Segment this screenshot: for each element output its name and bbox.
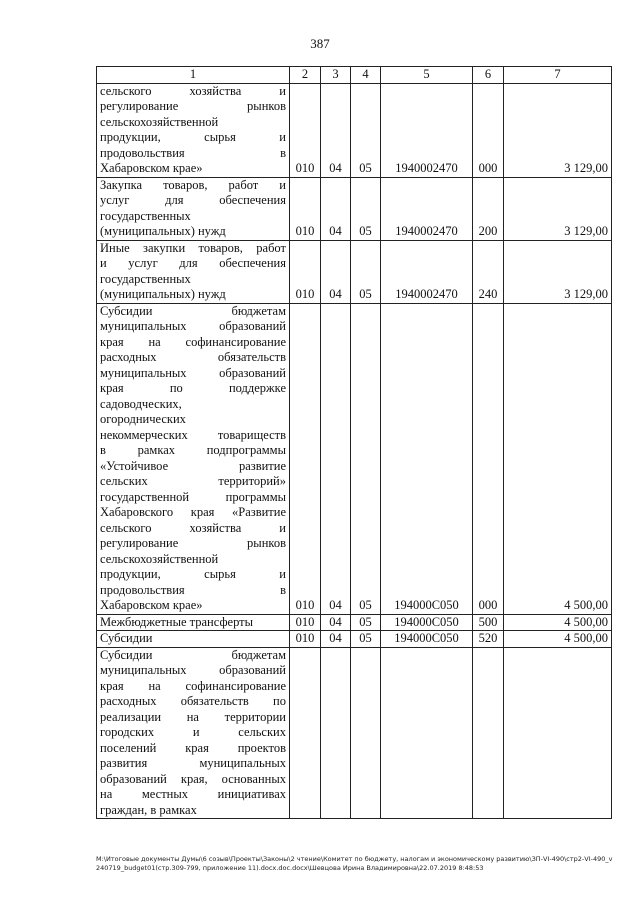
row-name-line: Межбюджетные трансферты [100, 614, 254, 629]
ministry-code-cell: 010 [290, 177, 321, 240]
expense-type-cell: 500 [473, 614, 504, 631]
row-name-line: регулирование рынков [100, 536, 286, 550]
table-body [97, 67, 612, 819]
ministry-code-cell: 010 [290, 240, 321, 303]
column-header: 4 [351, 67, 381, 84]
row-name-line: края по поддержке [100, 381, 286, 395]
subsection-code-cell [351, 647, 381, 819]
row-name-line: Субсидии [100, 631, 153, 645]
row-name-line: Закупка товаров, работ и [100, 177, 286, 192]
file-path-footer: M:\Итоговые документы Думы\6 созыв\Проекты\Законы\2 чтение\Комитет по бюджету, налогам и экономическому развитию\ЗП-VI-490\стр2-VI-490_v240719_budget01(стр.309-799, приложение 11).docx.doc.docx\Шевцова Ирина Владимировна\22.07.2019 8:48:53 [96, 855, 613, 872]
row-name-line: сельского хозяйства и [100, 83, 286, 98]
table-row [97, 614, 612, 631]
ministry-code-cell: 010 [290, 614, 321, 631]
amount-cell: 3 129,00 [504, 177, 612, 240]
row-name-line: продовольствия в [100, 145, 286, 160]
expense-type-cell: 520 [473, 631, 504, 648]
row-name-line: государственных [100, 271, 191, 286]
target-article-cell: 1940002470 [381, 83, 473, 177]
target-article-cell: 194000С050 [381, 631, 473, 648]
subsection-code-cell: 05 [351, 240, 381, 303]
row-name-line: Хабаровском крае» [100, 161, 203, 175]
row-name-line: городских и сельских [100, 725, 286, 739]
subsection-code-cell: 05 [351, 303, 381, 614]
ministry-code-cell: 010 [290, 631, 321, 648]
row-name-line: края на софинансирование [100, 334, 286, 349]
section-code-cell: 04 [321, 240, 351, 303]
target-article-cell: 194000С050 [381, 614, 473, 631]
row-name-line: садоводческих, [100, 396, 182, 411]
row-name-cell [97, 303, 290, 614]
row-name-line: и услуг для обеспечения [100, 256, 286, 270]
column-header: 7 [504, 67, 612, 84]
row-name-line: (муниципальных) нужд [100, 224, 226, 238]
row-name-cell [97, 240, 290, 303]
amount-cell: 4 500,00 [504, 303, 612, 614]
column-header: 1 [97, 67, 290, 84]
subsection-code-cell: 05 [351, 614, 381, 631]
row-name-cell [97, 177, 290, 240]
row-name-line: некоммерческих товариществ [100, 427, 286, 442]
row-name-cell [97, 614, 290, 631]
amount-cell: 4 500,00 [504, 631, 612, 648]
row-name-line: огороднических [100, 412, 186, 426]
column-number-row [97, 67, 612, 84]
section-code-cell: 04 [321, 614, 351, 631]
column-header: 2 [290, 67, 321, 84]
row-name-line: сельскохозяйственной [100, 551, 219, 566]
row-name-cell [97, 647, 290, 819]
row-name-line: реализации на территории [100, 709, 286, 724]
row-name-line: поселений края проектов [100, 740, 286, 755]
page-number: 387 [310, 36, 330, 51]
row-name-line: государственных [100, 208, 191, 223]
expense-type-cell: 000 [473, 303, 504, 614]
row-name-line: сельскохозяйственной [100, 114, 219, 129]
row-name-line: Хабаровском крае» [100, 598, 203, 612]
row-name-line: Субсидии бюджетам [100, 647, 286, 662]
row-name-line: регулирование рынков [100, 99, 286, 113]
ministry-code-cell: 010 [290, 83, 321, 177]
column-header: 5 [381, 67, 473, 84]
row-name-line: муниципальных образований [100, 663, 286, 677]
row-name-line: сельских территорий» [100, 474, 286, 488]
amount-cell: 3 129,00 [504, 83, 612, 177]
budget-table [96, 66, 612, 819]
subsection-code-cell: 05 [351, 631, 381, 648]
amount-cell: 4 500,00 [504, 614, 612, 631]
target-article-cell: 194000С050 [381, 303, 473, 614]
row-name-line: сельского хозяйства и [100, 520, 286, 535]
expense-type-cell: 240 [473, 240, 504, 303]
amount-cell [504, 647, 612, 819]
row-name-line: муниципальных образований [100, 319, 286, 333]
row-name-line: продукции, сырья и [100, 130, 286, 144]
row-name-line: государственной программы [100, 489, 286, 504]
section-code-cell: 04 [321, 83, 351, 177]
row-name-line: (муниципальных) нужд [100, 287, 226, 301]
row-name-line: Хабаровского края «Развитие [100, 505, 286, 519]
column-header: 3 [321, 67, 351, 84]
row-name-line: услуг для обеспечения [100, 193, 286, 207]
row-name-line: «Устойчивое развитие [100, 458, 286, 473]
table-row [97, 240, 612, 303]
expense-type-cell: 200 [473, 177, 504, 240]
row-name-line: продовольствия в [100, 582, 286, 597]
expense-type-cell: 000 [473, 83, 504, 177]
row-name-cell [97, 631, 290, 648]
subsection-code-cell: 05 [351, 83, 381, 177]
row-name-line: граждан, в рамках [100, 802, 197, 817]
table-row [97, 647, 612, 819]
section-code-cell [321, 647, 351, 819]
target-article-cell: 1940002470 [381, 240, 473, 303]
ministry-code-cell [290, 647, 321, 819]
row-name-line: на местных инициативах [100, 787, 286, 801]
row-name-line: расходных обязательств по [100, 694, 286, 708]
table-row [97, 83, 612, 177]
row-name-line: в рамках подпрограммы [100, 443, 286, 457]
row-name-line: образований края, основанных [100, 771, 286, 786]
row-name-line: расходных обязательств [100, 350, 286, 364]
ministry-code-cell: 010 [290, 303, 321, 614]
amount-cell: 3 129,00 [504, 240, 612, 303]
row-name-line: края на софинансирование [100, 678, 286, 693]
section-code-cell: 04 [321, 177, 351, 240]
target-article-cell [381, 647, 473, 819]
subsection-code-cell: 05 [351, 177, 381, 240]
section-code-cell: 04 [321, 303, 351, 614]
row-name-line: продукции, сырья и [100, 567, 286, 581]
table-row [97, 631, 612, 648]
section-code-cell: 04 [321, 631, 351, 648]
table-row [97, 303, 612, 614]
row-name-line: развития муниципальных [100, 756, 286, 770]
table-row [97, 177, 612, 240]
row-name-line: Иные закупки товаров, работ [100, 240, 286, 255]
row-name-cell [97, 83, 290, 177]
column-header: 6 [473, 67, 504, 84]
expense-type-cell [473, 647, 504, 819]
target-article-cell: 1940002470 [381, 177, 473, 240]
row-name-line: Субсидии бюджетам [100, 303, 286, 318]
row-name-line: муниципальных образований [100, 365, 286, 380]
